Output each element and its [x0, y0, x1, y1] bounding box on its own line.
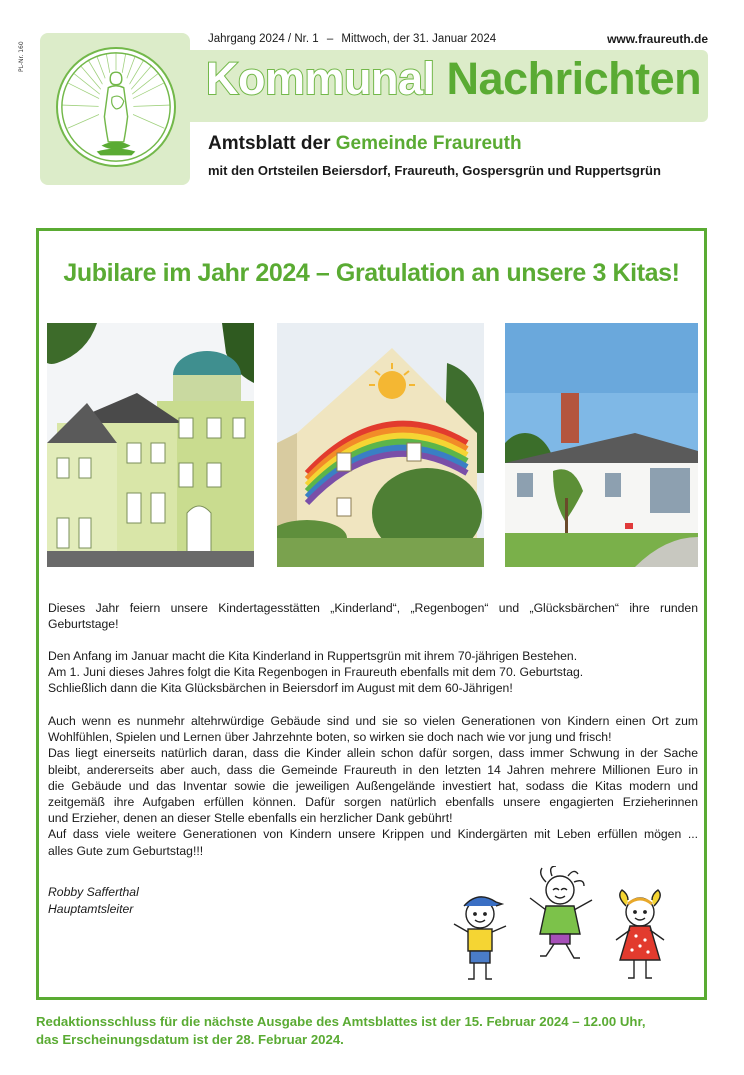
p3-line-5: die Gebäude und das Inventar sowie die jeweiligen Außengelände investiert hat, sodass die Kitas modern und: [48, 778, 698, 793]
logo-box: [40, 33, 190, 185]
p1-line-2: Geburtstage!: [48, 617, 119, 632]
children-illustration-icon: [440, 866, 680, 990]
p3-line-9: alles Gute zum Geburtstag!!!: [48, 843, 204, 858]
issue-date: Mittwoch, der 31. Januar 2024: [341, 33, 497, 45]
editorial-deadline: [36, 1013, 646, 1049]
signature: [48, 884, 139, 918]
p3-line-8: Auf dass viele weitere Generationen von Kindern unsere Krippen und Kindergärten mit Leben erfüllen mögen ...: [48, 827, 698, 842]
issue-line: [208, 33, 496, 45]
website-link[interactable]: www.fraureuth.de: [607, 32, 708, 46]
p3-line-6: zeitgemäß ihre Aufgaben erfüllen können. Dafür sorgen natürlich ebenfalls unsere engagierten Erzieherinnen: [48, 795, 698, 810]
p3-line-4: bleibt, andererseits aber auch, dass die Gemeinde Fraureuth in den letzten 14 Jahren mehrere Millionen Euro in: [48, 762, 698, 777]
p3-line-1: Auch wenn es nunmehr altehrwürdige Gebäude sind und sie so vielen Generationen von Kindern einen Ort zum: [48, 714, 698, 728]
districts-line: mit den Ortsteilen Beiersdorf, Fraureuth, Gospersgrün und Ruppertsgrün: [208, 163, 661, 178]
article-paragraph-2: [48, 648, 698, 697]
signature-name: Robby Safferthal: [48, 885, 139, 899]
kita-regenbogen-photo: [277, 323, 484, 567]
issue-number: Jahrgang 2024 / Nr. 1: [208, 33, 319, 45]
title-kommunal: Kommunal: [206, 53, 435, 104]
subtitle-prefix: Amtsblatt der: [208, 133, 331, 154]
article-paragraph-1: [48, 600, 698, 632]
kita-gluecksbaerchen-photo: [505, 323, 698, 567]
deadline-line-2: das Erscheinungsdatum ist der 28. Februar 2024.: [36, 1032, 344, 1047]
issue-separator: –: [326, 33, 334, 45]
masthead-subtitle: [208, 133, 522, 155]
article-paragraph-3: [48, 713, 698, 859]
title-nachrichten: Nachrichten: [446, 53, 702, 104]
p2-line-3: Schließlich dann die Kita Glücksbärchen in Beiersdorf im August mit dem 60-Jährigen!: [48, 681, 513, 696]
p2-line-1: Den Anfang im Januar macht die Kita Kinderland in Ruppertsgrün mit ihrem 70-jährigen Bestehen.: [48, 649, 578, 663]
deadline-line-1: Redaktionsschluss für die nächste Ausgabe des Amtsblattes ist der 15. Februar 2024 – 12.00 Uhr,: [36, 1014, 646, 1029]
side-code: PL-Nr. 160: [18, 41, 25, 72]
municipality-seal-icon: [56, 47, 176, 167]
subtitle-municipality: Gemeinde Fraureuth: [335, 133, 522, 154]
p3-line-3: Das liegt einerseits natürlich daran, dass die Kinder allein schon dafür sorgen, dass immer Schwung in der Sache: [48, 746, 698, 761]
kita-kinderland-photo: [47, 323, 254, 567]
p1-line-1: Dieses Jahr feiern unsere Kindertagesstätten „Kinderland“, „Regenbogen“ und „Glücksbärchen“ ihre runden: [48, 601, 698, 615]
p3-line-2: Wohlfühlen, Spielen und Lernen über Jahrzehnte boten, so wirken sie doch nach wie vor jung und frisch!: [48, 730, 612, 745]
p3-line-7: und Erzieher, denen an dieser Stelle ebenfalls ein herzlicher Dank gebührt!: [48, 811, 453, 826]
masthead-title: [206, 53, 702, 104]
p2-line-2: Am 1. Juni dieses Jahres folgt die Kita Regenbogen in Fraureuth ebenfalls mit dem 70. Geburtstag.: [48, 665, 584, 680]
signature-role: Hauptamtsleiter: [48, 902, 134, 916]
article-headline: Jubilare im Jahr 2024 – Gratulation an unsere 3 Kitas!: [63, 259, 680, 287]
